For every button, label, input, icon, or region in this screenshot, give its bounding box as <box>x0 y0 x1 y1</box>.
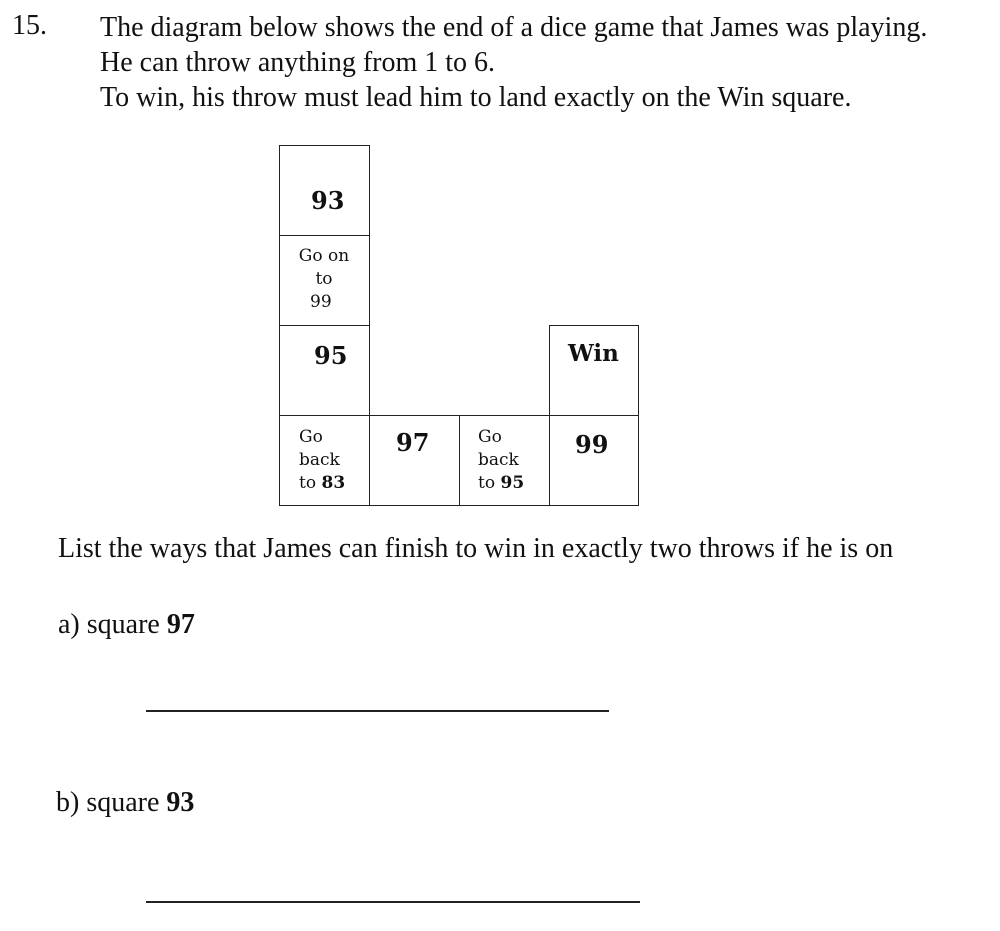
square-95 <box>279 325 370 416</box>
square-94-text: Go on to 99 <box>298 246 350 312</box>
square-98-text: Go back to 95 <box>478 427 525 493</box>
answer-line-b[interactable] <box>146 901 640 903</box>
square-96-text: Go back to 83 <box>299 427 346 493</box>
square-99 <box>549 415 639 506</box>
question-prompt: List the ways that James can finish to win in exactly two throws if he is on <box>58 533 894 564</box>
square-98-go-back <box>459 415 550 506</box>
part-b-square: 93 <box>166 787 195 818</box>
intro-line-3: To win, his throw must lead him to land exactly on the Win square. <box>100 82 852 113</box>
square-97-label: 97 <box>396 428 430 457</box>
square-94-go-on <box>279 235 370 326</box>
square-win-label: Win <box>568 340 619 367</box>
part-b <box>56 787 194 819</box>
part-a-square: 97 <box>166 609 195 640</box>
square-93-label: 93 <box>311 186 345 215</box>
part-a-label: a) square <box>58 609 167 640</box>
part-a <box>58 609 195 641</box>
intro-line-1: The diagram below shows the end of a dice game that James was playing. <box>100 12 928 43</box>
intro-line-2: He can throw anything from 1 to 6. <box>100 47 496 78</box>
answer-line-a[interactable] <box>146 710 609 712</box>
question-intro <box>100 10 927 115</box>
square-93 <box>279 145 370 236</box>
square-96-go-back <box>279 415 370 506</box>
square-95-label: 95 <box>314 341 348 370</box>
question-number: 15. <box>12 10 47 41</box>
square-97 <box>369 415 460 506</box>
square-99-label: 99 <box>575 430 609 459</box>
part-b-label: b) square <box>56 787 167 818</box>
square-win <box>549 325 639 416</box>
